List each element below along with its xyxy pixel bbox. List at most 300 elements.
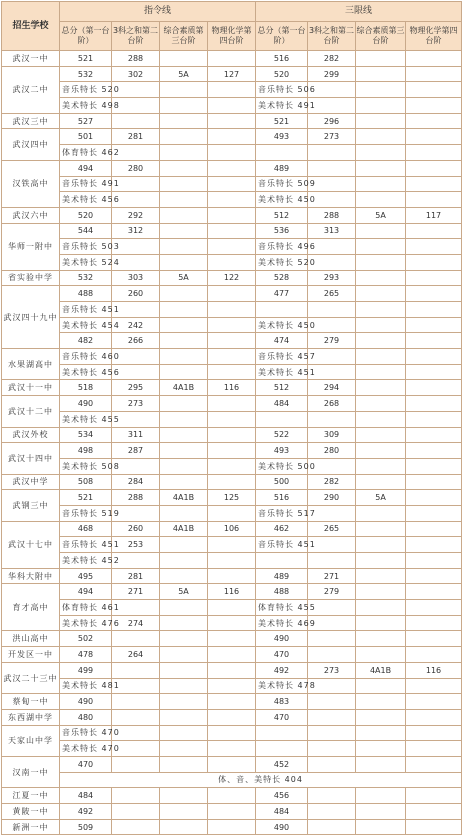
score-cell <box>406 302 462 318</box>
score-cell <box>356 615 406 631</box>
score-cell <box>406 443 462 459</box>
score-cell: 544 <box>60 223 112 239</box>
score-cell: 288 <box>112 490 160 506</box>
score-cell: 302 <box>112 66 160 82</box>
score-cell <box>406 98 462 114</box>
score-cell <box>356 756 406 772</box>
school-name: 武汉四十九中 <box>2 286 60 349</box>
specialty-score-cell: 音乐特长 520 <box>60 82 112 98</box>
score-cell <box>160 474 208 490</box>
score-cell <box>356 239 406 255</box>
score-cell <box>160 741 208 757</box>
score-cell: 290 <box>308 490 356 506</box>
score-cell: 292 <box>112 207 160 223</box>
score-cell <box>308 819 356 835</box>
score-cell <box>356 553 406 569</box>
school-name: 武汉中学 <box>2 474 60 490</box>
score-cell <box>406 223 462 239</box>
score-cell <box>208 239 256 255</box>
score-cell <box>160 600 208 616</box>
score-cell: 116 <box>208 380 256 396</box>
score-cell: 4A1B <box>160 380 208 396</box>
school-name: 华科大附中 <box>2 568 60 584</box>
table-row <box>2 427 462 443</box>
score-cell <box>160 239 208 255</box>
score-cell <box>356 600 406 616</box>
score-cell <box>208 129 256 145</box>
score-cell: 480 <box>60 709 112 725</box>
score-cell <box>208 553 256 569</box>
score-cell <box>208 176 256 192</box>
specialty-score-cell: 美术特长 456 <box>60 192 112 208</box>
score-cell: 117 <box>406 207 462 223</box>
score-cell <box>406 380 462 396</box>
score-cell <box>406 411 462 427</box>
score-cell <box>406 490 462 506</box>
score-cell <box>356 113 406 129</box>
score-cell: 470 <box>256 647 308 663</box>
specialty-score-cell: 美术特长 455 <box>60 411 112 427</box>
score-cell: 520 <box>256 66 308 82</box>
table-row <box>2 317 462 333</box>
score-cell <box>406 51 462 67</box>
score-cell <box>160 804 208 820</box>
score-cell <box>356 647 406 663</box>
score-cell <box>160 113 208 129</box>
score-cell <box>208 254 256 270</box>
col-physics-chem-a: 物理化学第四台阶 <box>208 22 256 51</box>
score-cell <box>256 145 308 161</box>
score-cell <box>406 741 462 757</box>
score-cell <box>406 647 462 663</box>
score-cell <box>406 788 462 804</box>
score-cell <box>208 756 256 772</box>
specialty-score-cell: 音乐特长 503 <box>60 239 112 255</box>
score-cell <box>356 82 406 98</box>
score-cell <box>356 396 406 412</box>
score-cell <box>112 819 160 835</box>
score-cell <box>356 380 406 396</box>
score-cell <box>208 458 256 474</box>
score-cell <box>160 631 208 647</box>
score-cell <box>356 411 406 427</box>
score-cell: 274 <box>112 615 160 631</box>
score-cell <box>160 98 208 114</box>
score-cell: 273 <box>308 662 356 678</box>
table-row <box>2 788 462 804</box>
specialty-score-cell: 美术特长 520 <box>256 254 308 270</box>
score-cell <box>406 192 462 208</box>
score-cell <box>356 270 406 286</box>
score-cell <box>356 678 406 694</box>
score-cell <box>406 615 462 631</box>
school-name: 洪山高中 <box>2 631 60 647</box>
score-cell <box>406 804 462 820</box>
table-row <box>2 270 462 286</box>
score-cell <box>356 474 406 490</box>
score-cell <box>160 537 208 553</box>
score-cell: 521 <box>60 51 112 67</box>
score-cell <box>406 631 462 647</box>
score-cell: 521 <box>60 490 112 506</box>
specialty-score-cell: 体育特长 461 <box>60 600 112 616</box>
score-cell: 483 <box>256 694 308 710</box>
score-cell: 5A <box>356 490 406 506</box>
score-cell <box>208 364 256 380</box>
school-name: 武汉二中 <box>2 66 60 113</box>
col-three-subjects-a: 3科之和第二台阶 <box>112 22 160 51</box>
specialty-score-cell: 美术特长 500 <box>256 458 308 474</box>
table-row <box>2 505 462 521</box>
score-cell: 470 <box>256 709 308 725</box>
score-cell <box>406 474 462 490</box>
score-cell <box>112 694 160 710</box>
score-cell: 281 <box>112 129 160 145</box>
col-three-subjects-b: 3科之和第二台阶 <box>308 22 356 51</box>
score-cell <box>356 286 406 302</box>
school-column-header: 招生学校 <box>2 2 60 51</box>
score-cell <box>356 223 406 239</box>
score-cell: 264 <box>112 647 160 663</box>
score-cell: 498 <box>60 443 112 459</box>
score-cell <box>208 725 256 741</box>
score-cell: 493 <box>256 129 308 145</box>
score-cell <box>160 553 208 569</box>
table-row <box>2 474 462 490</box>
specialty-score-cell: 音乐特长 509 <box>256 176 308 192</box>
score-cell <box>256 725 308 741</box>
specialty-score-cell: 音乐特长 451 <box>60 537 112 553</box>
table-row <box>2 176 462 192</box>
specialty-score-cell: 体育特长 455 <box>256 600 308 616</box>
score-cell <box>208 286 256 302</box>
score-cell <box>208 207 256 223</box>
specialty-score-cell: 音乐特长 451 <box>60 302 112 318</box>
score-cell <box>208 615 256 631</box>
table-row <box>2 772 462 788</box>
score-cell <box>112 113 160 129</box>
score-cell <box>356 584 406 600</box>
score-cell: 116 <box>406 662 462 678</box>
school-name: 华师一附中 <box>2 223 60 270</box>
table-row <box>2 521 462 537</box>
score-cell <box>208 113 256 129</box>
score-cell <box>160 505 208 521</box>
table-row <box>2 804 462 820</box>
score-cell <box>160 458 208 474</box>
score-cell <box>406 129 462 145</box>
score-cell: 518 <box>60 380 112 396</box>
score-cell <box>406 113 462 129</box>
specialty-score-cell: 美术特长 451 <box>256 364 308 380</box>
score-cell <box>208 317 256 333</box>
score-cell <box>356 192 406 208</box>
specialty-score-cell: 美术特长 450 <box>256 317 308 333</box>
score-cell: 125 <box>208 490 256 506</box>
score-cell: 303 <box>112 270 160 286</box>
table-row <box>2 207 462 223</box>
score-cell <box>208 396 256 412</box>
school-name: 育才高中 <box>2 584 60 631</box>
table-row <box>2 709 462 725</box>
table-row <box>2 756 462 772</box>
score-cell: 482 <box>60 333 112 349</box>
score-cell <box>208 537 256 553</box>
score-cell: 265 <box>308 521 356 537</box>
specialty-score-cell: 美术特长 498 <box>60 98 112 114</box>
score-cell: 462 <box>256 521 308 537</box>
school-name: 武汉一中 <box>2 51 60 67</box>
score-cell: 266 <box>112 333 160 349</box>
table-row <box>2 113 462 129</box>
score-cell <box>356 709 406 725</box>
score-cell <box>356 254 406 270</box>
specialty-score-cell: 美术特长 508 <box>60 458 112 474</box>
score-cell <box>256 411 308 427</box>
school-name: 水果湖高中 <box>2 349 60 380</box>
score-cell: 253 <box>112 537 160 553</box>
table-row <box>2 145 462 161</box>
score-cell <box>308 788 356 804</box>
score-cell: 499 <box>60 662 112 678</box>
score-cell: 520 <box>60 207 112 223</box>
score-cell <box>356 427 406 443</box>
score-cell: 265 <box>308 286 356 302</box>
table-row <box>2 302 462 318</box>
school-name: 武钢三中 <box>2 490 60 521</box>
score-cell: 494 <box>60 584 112 600</box>
score-cell: 5A <box>160 66 208 82</box>
table-row <box>2 458 462 474</box>
specialty-score-cell: 美术特长 469 <box>256 615 308 631</box>
score-cell: 4A1B <box>356 662 406 678</box>
score-cell <box>356 364 406 380</box>
score-cell: 122 <box>208 270 256 286</box>
score-cell <box>356 66 406 82</box>
score-cell: 502 <box>60 631 112 647</box>
score-cell: 484 <box>256 804 308 820</box>
score-cell: 490 <box>60 694 112 710</box>
score-cell <box>160 396 208 412</box>
score-cell <box>356 333 406 349</box>
table-row <box>2 584 462 600</box>
score-cell <box>208 662 256 678</box>
score-cell <box>208 427 256 443</box>
specialty-score-cell: 美术特长 478 <box>256 678 308 694</box>
score-cell <box>406 568 462 584</box>
score-cell: 474 <box>256 333 308 349</box>
score-cell <box>160 647 208 663</box>
specialty-score-cell: 体育特长 462 <box>60 145 112 161</box>
score-cell: 271 <box>112 584 160 600</box>
score-cell: 522 <box>256 427 308 443</box>
table-row <box>2 662 462 678</box>
score-cell: 489 <box>256 160 308 176</box>
score-cell: 296 <box>308 113 356 129</box>
score-cell <box>406 584 462 600</box>
score-cell: 313 <box>308 223 356 239</box>
table-row <box>2 741 462 757</box>
score-cell: 116 <box>208 584 256 600</box>
score-cell <box>406 160 462 176</box>
score-cell <box>160 286 208 302</box>
score-cell: 521 <box>256 113 308 129</box>
score-cell: 280 <box>112 160 160 176</box>
score-cell <box>208 600 256 616</box>
score-cell: 488 <box>256 584 308 600</box>
score-cell <box>356 631 406 647</box>
school-name: 开发区一中 <box>2 647 60 663</box>
score-cell <box>160 51 208 67</box>
score-cell <box>208 631 256 647</box>
specialty-score-cell: 美术特长 470 <box>60 741 112 757</box>
score-cell: 279 <box>308 333 356 349</box>
score-cell <box>160 615 208 631</box>
score-cell <box>356 537 406 553</box>
score-cell <box>308 725 356 741</box>
score-cell <box>160 82 208 98</box>
score-cell <box>308 553 356 569</box>
score-cell: 512 <box>256 207 308 223</box>
score-cell: 309 <box>308 427 356 443</box>
table-body <box>2 51 462 835</box>
table-row <box>2 51 462 67</box>
score-cell <box>160 317 208 333</box>
score-cell: 516 <box>256 51 308 67</box>
score-cell: 489 <box>256 568 308 584</box>
specialty-score-cell: 音乐特长 460 <box>60 349 112 365</box>
score-cell <box>356 160 406 176</box>
score-cell: 532 <box>60 270 112 286</box>
specialty-score-cell: 音乐特长 496 <box>256 239 308 255</box>
score-cell: 4A1B <box>160 490 208 506</box>
score-cell: 470 <box>60 756 112 772</box>
score-cell <box>208 411 256 427</box>
score-cell: 127 <box>208 66 256 82</box>
score-cell <box>406 145 462 161</box>
score-cell <box>208 223 256 239</box>
score-cell <box>208 474 256 490</box>
group-header-zhiling: 指令线 <box>60 2 256 22</box>
score-cell: 512 <box>256 380 308 396</box>
score-cell <box>160 694 208 710</box>
score-cell: 106 <box>208 521 256 537</box>
school-name: 汉铁高中 <box>2 160 60 207</box>
score-cell <box>308 756 356 772</box>
table-row <box>2 349 462 365</box>
score-cell <box>160 709 208 725</box>
score-cell <box>308 302 356 318</box>
score-cell: 311 <box>112 427 160 443</box>
specialty-score-cell: 音乐特长 519 <box>60 505 112 521</box>
score-cell: 477 <box>256 286 308 302</box>
score-cell <box>160 176 208 192</box>
score-cell <box>308 145 356 161</box>
score-cell <box>160 364 208 380</box>
specialty-score-cell: 音乐特长 517 <box>256 505 308 521</box>
table-row <box>2 553 462 569</box>
score-cell: 281 <box>112 568 160 584</box>
score-cell: 456 <box>256 788 308 804</box>
score-cell: 490 <box>256 631 308 647</box>
score-cell <box>406 553 462 569</box>
score-cell: 528 <box>256 270 308 286</box>
score-cell <box>356 804 406 820</box>
score-cell <box>208 647 256 663</box>
admission-score-table <box>1 1 462 835</box>
score-cell <box>406 819 462 835</box>
score-cell: 5A <box>160 584 208 600</box>
score-cell <box>356 317 406 333</box>
score-cell: 284 <box>112 474 160 490</box>
table-row <box>2 223 462 239</box>
score-cell <box>208 82 256 98</box>
score-cell <box>406 521 462 537</box>
score-cell: 280 <box>308 443 356 459</box>
table-row <box>2 239 462 255</box>
score-cell <box>160 160 208 176</box>
score-cell: 282 <box>308 474 356 490</box>
col-total-score-a: 总分（第一台阶） <box>60 22 112 51</box>
score-cell: 268 <box>308 396 356 412</box>
score-cell <box>160 411 208 427</box>
score-cell <box>406 709 462 725</box>
score-cell: 312 <box>112 223 160 239</box>
score-cell <box>406 427 462 443</box>
score-cell: 516 <box>256 490 308 506</box>
score-cell <box>160 349 208 365</box>
score-cell: 495 <box>60 568 112 584</box>
score-cell: 242 <box>112 317 160 333</box>
score-cell <box>160 678 208 694</box>
score-cell: 527 <box>60 113 112 129</box>
score-cell: 468 <box>60 521 112 537</box>
score-cell <box>406 317 462 333</box>
table-row <box>2 254 462 270</box>
score-cell <box>208 568 256 584</box>
specialty-score-cell: 美术特长 524 <box>60 254 112 270</box>
score-cell <box>406 270 462 286</box>
score-cell <box>208 709 256 725</box>
score-cell <box>406 349 462 365</box>
school-name: 黄陂一中 <box>2 804 60 820</box>
col-total-score-b: 总分（第一台阶） <box>256 22 308 51</box>
specialty-score-cell: 音乐特长 506 <box>256 82 308 98</box>
specialty-score-cell: 美术特长 481 <box>60 678 112 694</box>
score-cell <box>406 678 462 694</box>
col-comprehensive-a: 综合素质第三台阶 <box>160 22 208 51</box>
score-cell <box>160 427 208 443</box>
table-row <box>2 66 462 82</box>
score-cell <box>406 364 462 380</box>
score-cell <box>208 804 256 820</box>
score-cell <box>208 505 256 521</box>
score-cell <box>160 129 208 145</box>
score-cell: 273 <box>112 396 160 412</box>
score-cell: 478 <box>60 647 112 663</box>
score-cell <box>112 788 160 804</box>
table-row <box>2 286 462 302</box>
table-row <box>2 129 462 145</box>
score-cell <box>356 349 406 365</box>
score-cell <box>356 458 406 474</box>
school-name: 武汉十一中 <box>2 380 60 396</box>
score-cell <box>208 302 256 318</box>
score-cell: 494 <box>60 160 112 176</box>
score-cell <box>160 223 208 239</box>
school-name: 武汉十七中 <box>2 521 60 568</box>
table-row <box>2 160 462 176</box>
